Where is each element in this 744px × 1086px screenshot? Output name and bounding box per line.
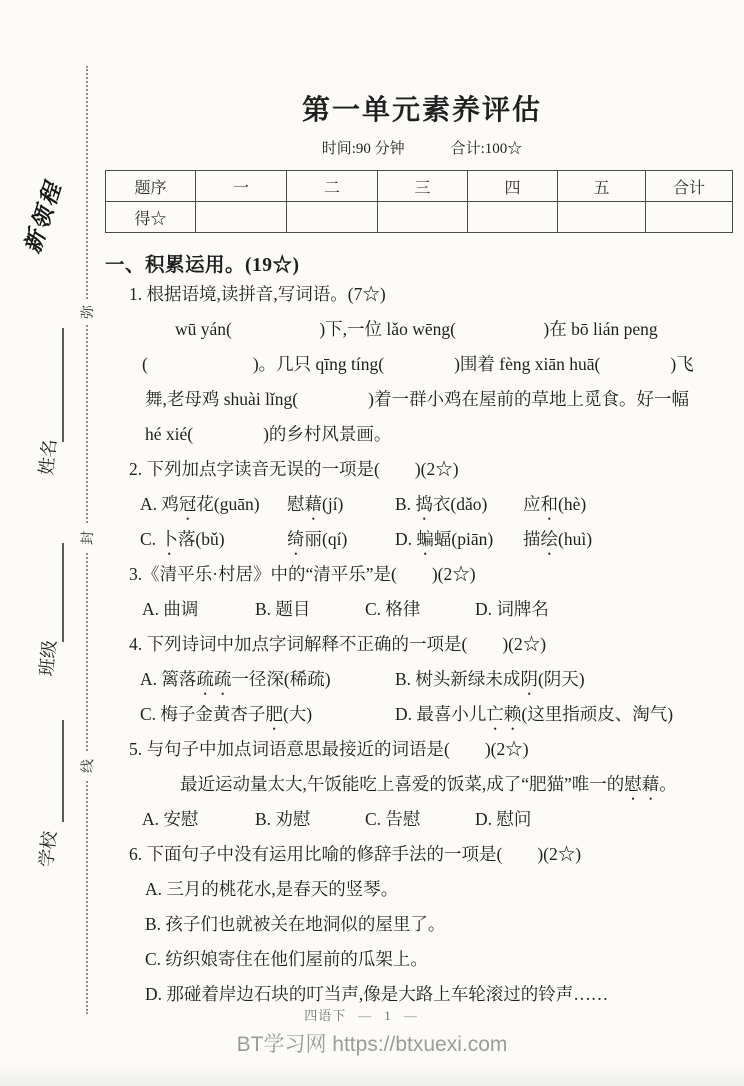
footer-dash: —	[403, 1008, 418, 1023]
score-cell	[558, 202, 646, 233]
option-b: B. 捣衣(dǎo)	[395, 494, 488, 514]
footer-page-number: 1	[384, 1008, 392, 1023]
exam-time: 时间:90 分钟	[321, 141, 405, 157]
exam-total-score: 合计:100☆	[450, 141, 523, 157]
question-6-option-c: C. 纺织娘寄住在他们屋前的瓜架上。	[145, 949, 428, 969]
question-4-options-row-1	[105, 662, 739, 697]
option-b-extra: 应和(hè)	[523, 494, 587, 514]
question-5-options-row	[105, 802, 739, 837]
question-3-stem: 3.《清平乐·村居》中的“清平乐”是( )(2☆)	[129, 564, 476, 584]
question-6-option-b: B. 孩子们也就被关在地洞似的屋里了。	[145, 914, 446, 934]
question-4-options-row-2	[105, 697, 739, 732]
school-field-label: 学校	[36, 830, 60, 869]
question-5-stem: 5. 与句子中加点词语意思最接近的词语是( )(2☆)	[129, 739, 529, 759]
option-a: A. 鸡冠花(guān)	[140, 494, 260, 514]
question-1-text-line: hé xié( )的乡村风景画。	[145, 424, 392, 444]
name-field-label: 姓名	[36, 438, 60, 477]
seal-char-feng: 封	[73, 525, 102, 552]
class-blank-line	[62, 543, 64, 642]
school-blank-line	[62, 720, 64, 822]
score-col-header: 一	[196, 171, 287, 202]
question-3-options-row	[105, 592, 739, 627]
question-1-stem: 1. 根据语境,读拼音,写词语。(7☆)	[129, 284, 386, 304]
question-2-options-row-2	[105, 522, 739, 557]
option-b: B. 树头新绿未成阴(阴天)	[395, 669, 585, 689]
question-1-text-line: wū yán( )下,一位 lǎo wēng( )在 bō lián peng	[175, 319, 658, 339]
footer-dash: —	[358, 1008, 373, 1023]
score-table-value-row	[106, 202, 733, 233]
question-6-option-d: D. 那碰着岸边石块的叮当声,像是大路上车轮滚过的铃声……	[145, 984, 609, 1004]
exam-meta	[105, 137, 739, 158]
option-c-extra: 绮丽(qí)	[287, 529, 348, 549]
option-d: D. 词牌名	[475, 599, 549, 619]
option-c: C. 格律	[365, 599, 421, 619]
option-d: D. 蝙蝠(piān)	[395, 529, 494, 549]
score-cell	[468, 202, 558, 233]
option-d: D. 慰问	[475, 809, 532, 829]
footer-edition: 四语下	[304, 1008, 347, 1023]
question-1-text-line: ( )。几只 qīng tíng( )围着 fèng xiān huā( )飞	[142, 354, 694, 374]
question-6-stem: 6. 下面句子中没有运用比喻的修辞手法的一项是( )(2☆)	[129, 844, 582, 864]
brand-logo: 新领程	[19, 177, 67, 257]
score-cell	[646, 202, 733, 233]
option-d: D. 最喜小儿亡赖(这里指顽皮、淘气)	[395, 704, 674, 724]
score-col-header: 题序	[106, 171, 196, 202]
exam-content	[105, 88, 739, 1012]
score-cell	[378, 202, 468, 233]
score-cell	[287, 202, 378, 233]
question-4-stem: 4. 下列诗词中加点字词解释不正确的一项是( )(2☆)	[129, 634, 547, 654]
option-a: A. 安慰	[142, 809, 199, 829]
question-5-sentence: 最近运动量太大,午饭能吃上喜爱的饭菜,成了“肥猫”唯一的慰藉。	[180, 774, 677, 794]
score-table-header-row	[106, 171, 733, 202]
question-2-options-row-1	[105, 487, 739, 522]
section-1-heading: 一、积累运用。(19☆)	[105, 255, 300, 276]
option-a-extra: 慰藉(jí)	[287, 494, 344, 514]
score-col-header: 五	[558, 171, 646, 202]
score-col-header: 四	[468, 171, 558, 202]
option-c: C. 梅子金黄杏子肥(大)	[140, 704, 313, 724]
page-footer	[0, 1005, 734, 1024]
score-col-header: 合计	[646, 171, 733, 202]
question-6-option-a: A. 三月的桃花水,是春天的竖琴。	[145, 879, 399, 899]
score-row-label: 得☆	[106, 202, 196, 233]
option-a: A. 篱落疏疏一径深(稀疏)	[140, 669, 331, 689]
class-field-label: 班级	[36, 639, 60, 678]
option-c: C. 告慰	[365, 809, 421, 829]
question-2-stem: 2. 下列加点字读音无误的一项是( )(2☆)	[129, 459, 459, 479]
score-col-header: 三	[378, 171, 468, 202]
score-table	[105, 170, 733, 233]
exam-title: 第一单元素养评估	[301, 95, 542, 126]
option-a: A. 曲调	[142, 599, 199, 619]
score-col-header: 二	[287, 171, 378, 202]
option-d-extra: 描绘(huì)	[523, 529, 593, 549]
option-b: B. 劝慰	[255, 809, 311, 829]
name-blank-line	[62, 328, 64, 442]
site-watermark: BT学习网 https://btxuexi.com	[236, 1033, 508, 1056]
option-c: C. 卜落(bǔ)	[140, 529, 225, 549]
score-cell	[196, 202, 287, 233]
seal-char-mi: 弥	[73, 299, 102, 326]
question-1-text-line: 舞,老母鸡 shuài lǐng( )着一群小鸡在屋前的草地上觅食。好一幅	[145, 389, 689, 409]
seal-char-xian: 线	[73, 753, 102, 780]
option-b: B. 题目	[255, 599, 311, 619]
